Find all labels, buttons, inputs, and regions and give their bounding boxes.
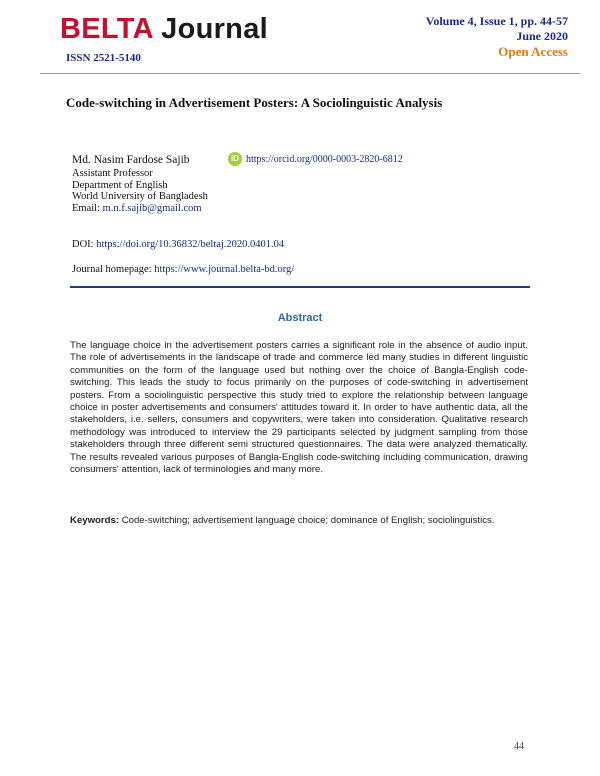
homepage-line	[72, 264, 294, 275]
journal-logo	[60, 12, 268, 46]
orcid-link[interactable]: https://orcid.org/0000-0003-2820-6812	[246, 154, 403, 165]
volume-info	[426, 14, 568, 44]
keywords-line	[70, 515, 530, 526]
page-number: 44	[514, 741, 524, 752]
author-email-line	[72, 203, 208, 215]
header-divider	[40, 73, 580, 74]
open-access-label: Open Access	[498, 44, 568, 59]
author-block	[72, 153, 208, 214]
keywords-text: Code-switching; advertisement language choice; dominance of English; sociolinguistics.	[119, 515, 495, 526]
logo-journal: Journal	[152, 13, 268, 45]
publication-date: June 2020	[516, 29, 568, 43]
volume-issue-pages: Volume 4, Issue 1, pp. 44-57	[425, 14, 568, 28]
homepage-link[interactable]: https://www.journal.belta-bd.org/	[154, 264, 295, 275]
section-divider	[70, 286, 530, 288]
email-link[interactable]: m.n.f.sajib@gmail.com	[102, 202, 202, 214]
doi-link[interactable]: https://doi.org/10.36832/beltaj.2020.0401.04	[96, 239, 285, 250]
author-department: Department of English	[72, 179, 168, 191]
doi-line	[72, 239, 284, 250]
issn: ISSN 2521-5140	[66, 52, 141, 64]
author-name: Md. Nasim Fardose Sajib	[72, 154, 190, 166]
logo-belta: BELTA	[60, 13, 153, 45]
abstract-text: The language choice in the advertisement posters carries a significant role in the absence of audio input. The role of advertisements in the landscape of trade and commerce led many studies in different linguistic communities on the form of the language used but nothing over the choice of Bangla-English code-switching. This leads the study to focus primarily on the purposes of code-switching in advertisement posters. From a sociolinguistic perspective this study tried to explore the relationship between language choice in poster advertisements and consumers' attitudes toward it. In order to have authentic data, all the stakeholders, i.e. sellers, consumers and copywriters, were taken into consideration. Qualitative research methodology was introduced to interview the 29 participants selected by judgment sampling from those stakeholders through three different semi structured questionnaires. The data were analyzed thematically. The results revealed various purposes of Bangla-English code-switching including communication, drawing consumers' attention, lack of terminologies and many more.	[70, 340, 528, 476]
orcid-icon[interactable]: iD	[228, 152, 242, 166]
homepage-label: Journal homepage:	[72, 264, 155, 275]
doi-label: DOI:	[72, 239, 97, 250]
author-university: World University of Bangladesh	[72, 191, 208, 202]
email-label: Email:	[72, 202, 103, 214]
paper-title: Code-switching in Advertisement Posters: A Sociolinguistic Analysis	[66, 95, 443, 110]
author-position: Assistant Professor	[72, 168, 153, 179]
abstract-heading: Abstract	[277, 312, 323, 324]
keywords-label: Keywords:	[70, 515, 120, 526]
